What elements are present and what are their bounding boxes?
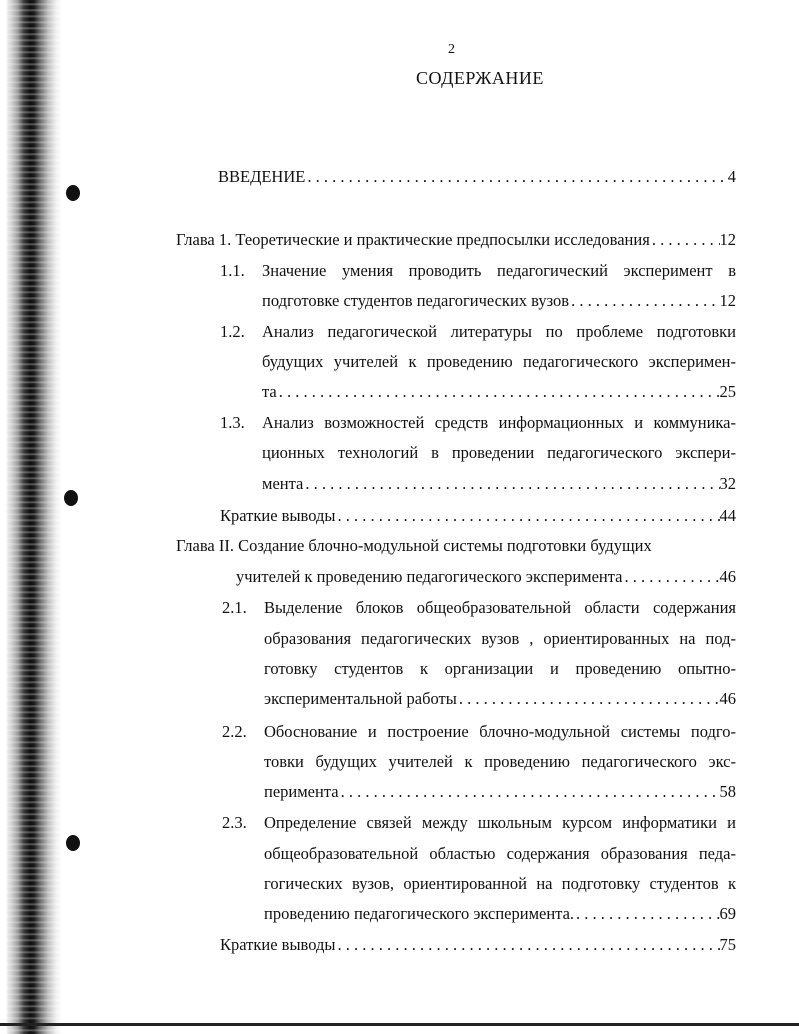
toc-entry-line: образования педагогических вузов , ориентированных на под-: [264, 629, 736, 648]
toc-entry-label: Краткие выводы: [220, 935, 336, 954]
toc-entry-chapter-1[interactable]: [176, 230, 736, 250]
leader-dots: [305, 167, 727, 187]
leader-dots: [457, 689, 720, 709]
toc-entry-section-1-1-cont[interactable]: [262, 291, 736, 311]
toc-entry-line: будущих учителей к проведению педагогического эксперимен-: [262, 352, 736, 371]
toc-page-number: 69: [719, 904, 736, 923]
toc-entry-line-row: [264, 752, 736, 772]
toc-page-number: 58: [719, 782, 736, 801]
toc-page-number: 4: [727, 167, 736, 186]
toc-entry-line-row: [264, 629, 736, 649]
scan-edge-shadow: [0, 0, 62, 1034]
toc-entry-section-2-2-cont[interactable]: [264, 782, 736, 802]
toc-entry-section-1-2[interactable]: [220, 322, 736, 342]
toc-entry-line: подготовке студентов педагогических вузов: [262, 291, 570, 310]
toc-entry-introduction[interactable]: [218, 167, 736, 187]
toc-entry-section-2-3-cont[interactable]: [264, 904, 736, 924]
toc-entry-summary-2[interactable]: [220, 935, 736, 955]
toc-entry-line-row: [264, 874, 736, 894]
scan-bottom-edge: [0, 1023, 799, 1026]
section-number: 1.3.: [220, 413, 245, 432]
page-title: СОДЕРЖАНИЕ: [416, 68, 544, 88]
section-number: 1.2.: [220, 322, 245, 341]
leader-dots: [569, 291, 719, 311]
section-number: 2.1.: [222, 598, 247, 617]
leader-dots: [303, 474, 719, 494]
binding-hole-mark: [64, 490, 78, 506]
binding-hole-mark: [66, 185, 80, 201]
leader-dots: [335, 935, 719, 955]
toc-entry-line: общеобразовательной областью содержания образования педа-: [264, 844, 736, 863]
toc-entry-summary-1[interactable]: [220, 506, 736, 526]
leader-dots: [339, 782, 720, 802]
toc-entry-line: экспериментальной работы: [264, 689, 457, 708]
toc-entry-section-1-1[interactable]: [220, 261, 736, 281]
toc-entry-line: Определение связей между школьным курсом информатики и: [264, 813, 736, 832]
toc-entry-line: ционных технологий в проведении педагогического экспери-: [262, 443, 736, 462]
toc-entry-line-row: [262, 352, 736, 372]
toc-page-number: 75: [719, 935, 736, 954]
binding-hole-mark: [66, 835, 80, 851]
leader-dots: [622, 567, 719, 587]
section-number: 2.3.: [222, 813, 247, 832]
toc-page-number: 46: [719, 567, 736, 586]
toc-page-number: 12: [719, 291, 736, 310]
toc-entry-line: перимента: [264, 782, 339, 801]
toc-entry-line: товки будущих учителей к проведению педагогического экс-: [264, 752, 736, 771]
toc-entry-section-1-3[interactable]: [220, 413, 736, 433]
toc-entry-line: мента: [262, 474, 304, 493]
page-number: 2: [448, 42, 455, 57]
toc-page-number: 12: [719, 230, 736, 249]
toc-entry-line: учителей к проведению педагогического эксперимента: [236, 567, 623, 586]
toc-page-number: 25: [719, 382, 736, 401]
toc-entry-line: Значение умения проводить педагогический эксперимент в: [262, 261, 736, 280]
toc-entry-label: Глава II. Создание блочно-модульной системы подготовки будущих: [176, 536, 652, 555]
toc-entry-line: гогических вузов, ориентированной на подготовку студентов к: [264, 874, 736, 893]
toc-entry-line: проведению педагогического эксперимента.: [264, 904, 575, 923]
toc-entry-line: Анализ педагогической литературы по проблеме подготовки: [262, 322, 736, 341]
toc-entry-label: Краткие выводы: [220, 506, 336, 525]
toc-entry-line: готовку студентов к организации и проведению опытно-: [264, 659, 736, 678]
leader-dots: [277, 382, 720, 402]
toc-entry-section-2-2[interactable]: [222, 722, 736, 742]
section-number: 2.2.: [222, 722, 247, 741]
toc-page-number: 32: [719, 474, 736, 493]
toc-entry-line: Обоснование и построение блочно-модульной системы подго-: [264, 722, 736, 741]
toc-entry-line: та: [262, 382, 277, 401]
leader-dots: [574, 904, 719, 924]
toc-entry-section-2-1[interactable]: [222, 598, 736, 618]
toc-entry-line-row: [264, 844, 736, 864]
toc-entry-label: Глава 1. Теоретические и практические предпосылки исследования: [176, 230, 650, 249]
leader-dots: [335, 506, 719, 526]
toc-page-number: 46: [719, 689, 736, 708]
toc-entry-line: Выделение блоков общеобразовательной области содержания: [264, 598, 736, 617]
leader-dots: [650, 230, 720, 250]
toc-entry-line: Анализ возможностей средств информационных и коммуника-: [262, 413, 736, 432]
toc-entry-label: ВВЕДЕНИЕ: [218, 167, 306, 186]
toc-entry-chapter-2-cont[interactable]: [236, 567, 736, 587]
toc-entry-line-row: [264, 659, 736, 679]
toc-entry-section-1-2-cont[interactable]: [262, 382, 736, 402]
toc-entry-section-2-3[interactable]: [222, 813, 736, 833]
toc-entry-chapter-2[interactable]: [176, 536, 736, 556]
toc-entry-section-2-1-cont[interactable]: [264, 689, 736, 709]
toc-entry-line-row: [262, 443, 736, 463]
toc-entry-section-1-3-cont[interactable]: [262, 474, 736, 494]
section-number: 1.1.: [220, 261, 245, 280]
toc-page-number: 44: [719, 506, 736, 525]
